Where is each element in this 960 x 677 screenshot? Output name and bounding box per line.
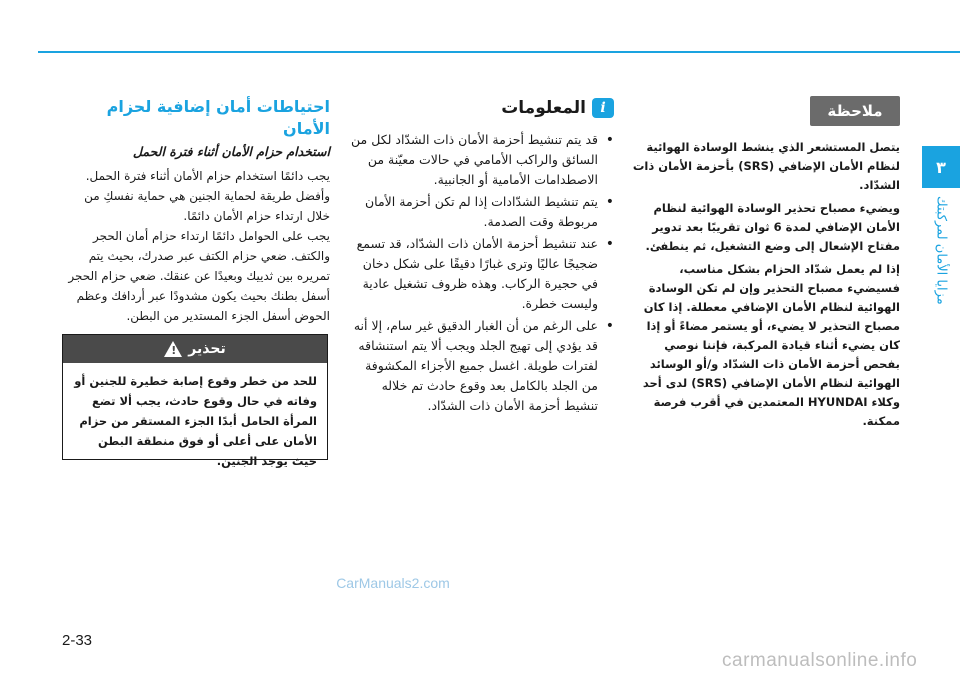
information-section [348,96,614,418]
information-heading [348,96,614,120]
body-paragraph: يجب على الحوامل دائمًا ارتداء حزام أمان الحجر والكتف. ضعي حزام الكتف عبر صدرك، بحيث يتم تمريره بين ثدييك وبعيدًا عن عنقك. ضعي حزام الحجر أسفل بطنك بحيث يكون مشدودًا عبر أردافك وعظم الحوض أسفل الجزء المستدير من البطن. [68,229,330,323]
information-title: المعلومات [501,98,586,118]
warning-box [62,334,328,468]
watermark: CarManuals2.com [336,575,450,591]
list-item: • يتم تنشيط الشدّادات إذا لم تكن أحزمة الأمان مربوطة وقت الصدمة. [348,192,614,232]
warning-icon: ! [164,341,182,357]
page-number: 2-33 [62,632,93,649]
warning-title: تحذير [188,341,226,357]
precautions-section [62,96,330,326]
note-paragraph: يتصل المستشعر الذي ينشط الوسادة الهوائية لنظام الأمان الإضافي (SRS) بأحزمة الأمان ذات الشدّاد. [632,140,900,192]
note-section [632,96,900,435]
section-body [62,166,330,326]
header-rule [38,51,960,53]
body-paragraph: يجب دائمًا استخدام حزام الأمان أثناء فترة الحمل. وأفضل طريقة لحماية الجنين هي حماية نفسكِ من خلال ارتداء حزام الأمان دائمًا. [84,169,330,223]
info-icon: i [592,98,614,118]
chapter-label: مزايا الأمان لمركبتك [933,196,949,305]
warning-header [63,335,327,363]
warning-text: للحد من خطر وقوع إصابة خطيرة للجنين أو وفاته في حال وقوع حادث، يجب ألا تضع المرأة الحامل أبدًا الجزء المستقر من حزام الأمان على أعلى أو فوق منطقة البطن حيث يوجد الجنين. [74,374,317,468]
list-item: • قد يتم تنشيط أحزمة الأمان ذات الشدّاد لكل من السائق والراكب الأمامي في حالات معيّنة من الاصطدامات الأمامية أو الجانبية. [348,130,614,190]
list-item: • عند تنشيط أحزمة الأمان ذات الشدّاد، قد تسمع ضجيجًا عاليًا وترى غبارًا دقيقًا على شكل دخان في حجيرة الركاب. وهذه ظروف تشغيل عادية وليست خطرة. [348,234,614,314]
list-item: • على الرغم من أن الغبار الدقيق غير سام، إلا أنه قد يؤدي إلى تهيج الجلد ويجب ألا يتم استنشاقه لفترات طويلة. اغسل جميع الأجزاء المكشوفة من الجلد بالكامل بعد وقوع حادث تم خلاله تنشيط أحزمة الأمان ذات الشدّاد. [348,316,614,416]
note-paragraph: إذا لم يعمل شدّاد الحزام بشكل مناسب، فسيضيء مصباح التحذير وإن لم تكن الوسادة الهوائية لنظام الأمان الإضافي معطلة. إذا كان مصباح التحذير لا يضيء، أو يستمر مضاءً أو إذا كان يضيء أثناء قيادة المركبة، فإننا نوصي بفحص أحزمة الأمان ذات الشدّاد و/أو الوسائد الهوائية لنظام الأمان الإضافي (SRS) لدى أحد وكلاء HYUNDAI المعتمدين في أقرب فرصة ممكنة. [642,262,900,428]
note-paragraph: ويضيء مصباح تحذير الوسادة الهوائية لنظام الأمان الإضافي لمدة 6 ثوان تقريبًا بعد تدوير مفتاح الإشعال إلى وضع التشغيل، ثم ينطفئ. [645,201,900,253]
chapter-number: ٣ [936,157,946,177]
section-title: احتياطات أمان إضافية لحزام الأمان [106,97,330,138]
chapter-tab [922,146,960,188]
note-body [632,138,900,431]
section-subtitle: استخدام حزام الأمان أثناء فترة الحمل [132,144,330,159]
note-header: ملاحظة [810,96,900,126]
information-list [348,130,614,416]
site-watermark: carmanualsonline.info [722,650,918,671]
